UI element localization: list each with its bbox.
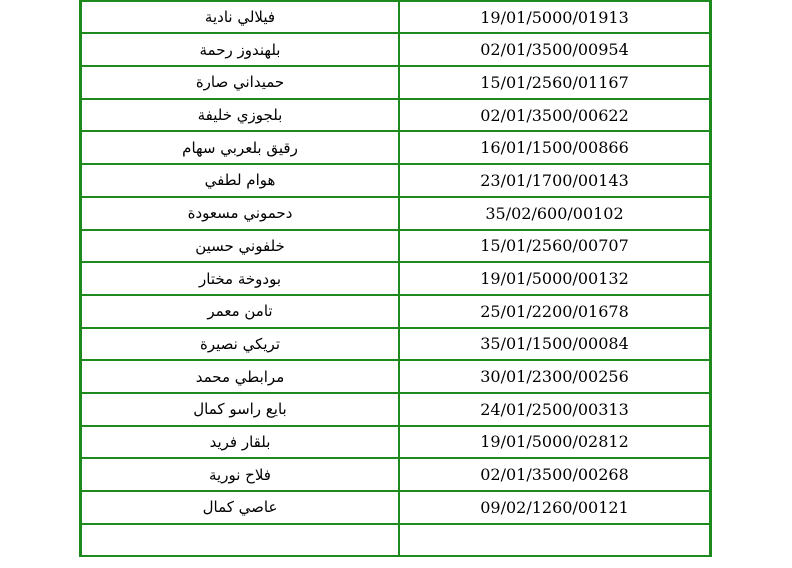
data-table-frame <box>79 0 712 557</box>
code-cell: 35/02/600/00102 <box>399 197 709 230</box>
code-cell: 19/01/5000/01913 <box>399 1 709 34</box>
name-cell: تريكي نصيرة <box>82 328 399 361</box>
table-row <box>82 66 709 99</box>
code-cell: 15/01/2560/00707 <box>399 230 709 263</box>
table-row <box>82 360 709 393</box>
name-cell: فلاح نورية <box>82 458 399 491</box>
table-row <box>82 33 709 66</box>
code-cell: 35/01/1500/00084 <box>399 328 709 361</box>
table-row <box>82 197 709 230</box>
table-row <box>82 458 709 491</box>
table-row <box>82 524 709 557</box>
name-cell: بلجوزي خليفة <box>82 99 399 132</box>
code-cell: 02/01/3500/00268 <box>399 458 709 491</box>
table-row <box>82 426 709 459</box>
code-cell: 25/01/2200/01678 <box>399 295 709 328</box>
name-cell: دحموني مسعودة <box>82 197 399 230</box>
code-cell: 24/01/2500/00313 <box>399 393 709 426</box>
code-cell: 19/01/5000/00132 <box>399 262 709 295</box>
table-row <box>82 393 709 426</box>
name-cell: رقيق بلعربي سهام <box>82 131 399 164</box>
name-cell: خلفوني حسين <box>82 230 399 263</box>
table-row <box>82 328 709 361</box>
name-cell: بلقار فريد <box>82 426 399 459</box>
table-row <box>82 1 709 34</box>
name-cell: مرابطي محمد <box>82 360 399 393</box>
name-cell: تامن معمر <box>82 295 399 328</box>
name-cell: حميداني صارة <box>82 66 399 99</box>
name-cell <box>82 524 399 557</box>
code-cell: 02/01/3500/00622 <box>399 99 709 132</box>
table-row <box>82 164 709 197</box>
code-cell: 19/01/5000/02812 <box>399 426 709 459</box>
name-cell: عاصي كمال <box>82 491 399 524</box>
code-cell: 15/01/2560/01167 <box>399 66 709 99</box>
code-cell: 16/01/1500/00866 <box>399 131 709 164</box>
name-cell: بلهندوز رحمة <box>82 33 399 66</box>
name-cell: فيلالي نادية <box>82 1 399 34</box>
name-cell: بايع راسو كمال <box>82 393 399 426</box>
table-row <box>82 491 709 524</box>
code-cell: 23/01/1700/00143 <box>399 164 709 197</box>
name-cell: بودوخة مختار <box>82 262 399 295</box>
code-cell: 09/02/1260/00121 <box>399 491 709 524</box>
table-row <box>82 295 709 328</box>
table-row <box>82 131 709 164</box>
registration-table <box>82 0 709 557</box>
code-cell <box>399 524 709 557</box>
code-cell: 30/01/2300/00256 <box>399 360 709 393</box>
code-cell: 02/01/3500/00954 <box>399 33 709 66</box>
table-row <box>82 230 709 263</box>
name-cell: هوام لطفي <box>82 164 399 197</box>
table-row <box>82 99 709 132</box>
table-row <box>82 262 709 295</box>
